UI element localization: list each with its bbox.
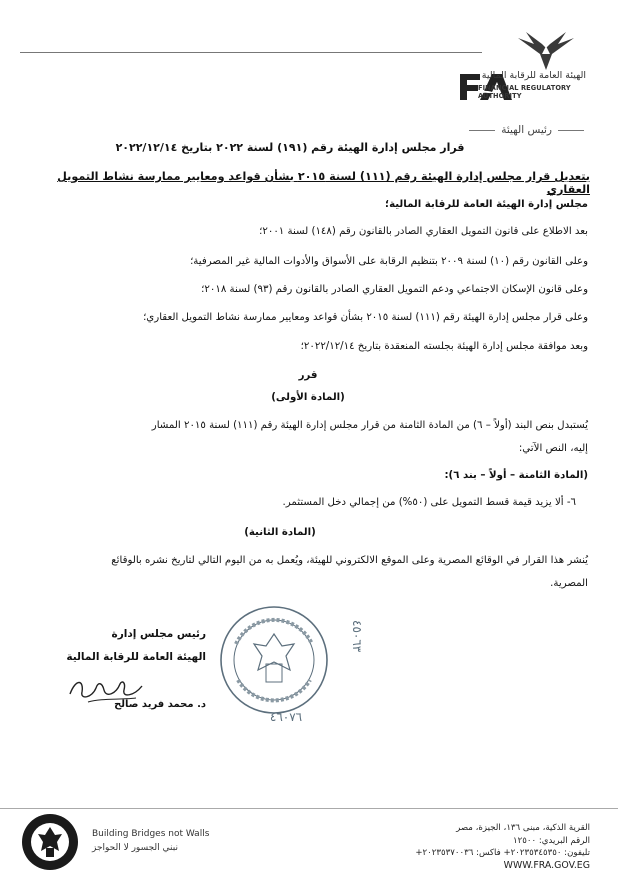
republic-seal-icon	[20, 812, 80, 872]
preamble-line-4: وعلى قرار مجلس إدارة الهيئة رقم (١١١) لسنة ٢٠١٥ بشأن قواعد ومعايير ممارسة نشاط التمويل العقاري؛	[143, 312, 588, 323]
signer-name: د. محمد فريد صالح	[114, 699, 206, 710]
footer-rule	[0, 808, 618, 809]
signature-title-block	[30, 623, 206, 669]
role-dash-left	[469, 130, 495, 131]
article-2-heading: (المادة الثانية)	[244, 527, 316, 538]
preamble-line-5: وبعد موافقة مجلس إدارة الهيئة بجلسته المنعقدة بتاريخ ٢٠٢٢/١٢/١٤؛	[300, 341, 588, 352]
article-8-heading: (المادة الثامنة – أولاً – بند ٦):	[444, 470, 588, 481]
chairman-role-text: رئيس الهيئة	[501, 124, 552, 136]
phone-fax-line: تليفون: ٢٠٢٣٥٣٤٥٣٥٠+ فاكس: ٢٠٢٣٥٣٧٠٠٣٦+	[415, 848, 590, 859]
org-name-english: FINANCIAL REGULATORY AUTHORITY	[478, 84, 571, 100]
signature-title-line-2: الهيئة العامة للرقابة المالية	[66, 651, 206, 663]
tagline-english: Building Bridges not Walls	[92, 829, 210, 839]
stamp-number-bottom: ٤٦٠٧٦	[269, 710, 303, 724]
board-intro: مجلس إدارة الهيئة العامة للرقابة المالية؛	[385, 199, 588, 210]
chairman-role-label	[420, 124, 590, 136]
official-stamp	[218, 604, 330, 716]
footer-website[interactable]: WWW.FRA.GOV.EG	[503, 860, 590, 871]
article-2-text-line-1: يُنشر هذا القرار في الوقائع المصرية وعلى الموقع الالكتروني للهيئة، ويُعمل به من اليوم التالي لتاريخ نشره بالوقائع	[111, 555, 588, 566]
item-6-text: ٦- ألا يزيد قيمة قسط التمويل على (٥٠%) من إجمالي دخل المستثمر.	[282, 497, 576, 508]
address-line-2: الرقم البريدي: ١٢٥٠٠	[513, 835, 590, 846]
decision-title: قرار مجلس إدارة الهيئة رقم (١٩١) لسنة ٢٠٢٢ بتاريخ ٢٠٢٢/١٢/١٤	[115, 141, 465, 154]
tagline-arabic: نبني الجسور لا الحواجز	[92, 843, 178, 853]
article-1-heading: (المادة الأولى)	[271, 392, 345, 403]
address-line-1: القرية الذكية، مبنى ١٣٦، الجيزة، مصر	[456, 823, 590, 833]
amendment-title: بتعديل قرار مجلس إدارة الهيئة رقم (١١١) لسنة ٢٠١٥ بشأن قواعد ومعايير ممارسة نشاط التمويل العقاري	[57, 170, 590, 196]
eagle-logo-icon	[512, 30, 580, 74]
decided-heading: قرر	[298, 370, 318, 381]
signature-title-line-1: رئيس مجلس إدارة	[111, 628, 206, 640]
article-1-text-line-1: يُستبدل بنص البند (أولاً – ٦) من المادة الثامنة من قرار مجلس إدارة الهيئة رقم (١١١) لسنة ٢٠١٥ المشار	[151, 420, 588, 431]
preamble-line-2: وعلى القانون رقم (١٠) لسنة ٢٠٠٩ بتنظيم الرقابة على الأسواق والأدوات المالية غير المصرفية؛	[190, 256, 588, 267]
article-2-text-line-2: المصرية.	[550, 578, 588, 589]
org-name-arabic: الهيئة العامة للرقابة المالية	[481, 70, 586, 81]
header-rule	[20, 52, 482, 53]
article-1-text-line-2: إليه، النص الآتي:	[518, 443, 588, 454]
role-dash-right	[558, 130, 584, 131]
preamble-line-3: وعلى قانون الإسكان الاجتماعي ودعم التمويل العقاري الصادر بالقانون رقم (٩٣) لسنة ٢٠١٨؛	[201, 284, 588, 295]
preamble-line-1: بعد الاطلاع على قانون التمويل العقاري الصادر بالقانون رقم (١٤٨) لسنة ٢٠٠١؛	[259, 226, 588, 237]
stamp-number-side: ٤٥٠٦٣	[350, 620, 364, 653]
footer-address	[384, 822, 590, 860]
